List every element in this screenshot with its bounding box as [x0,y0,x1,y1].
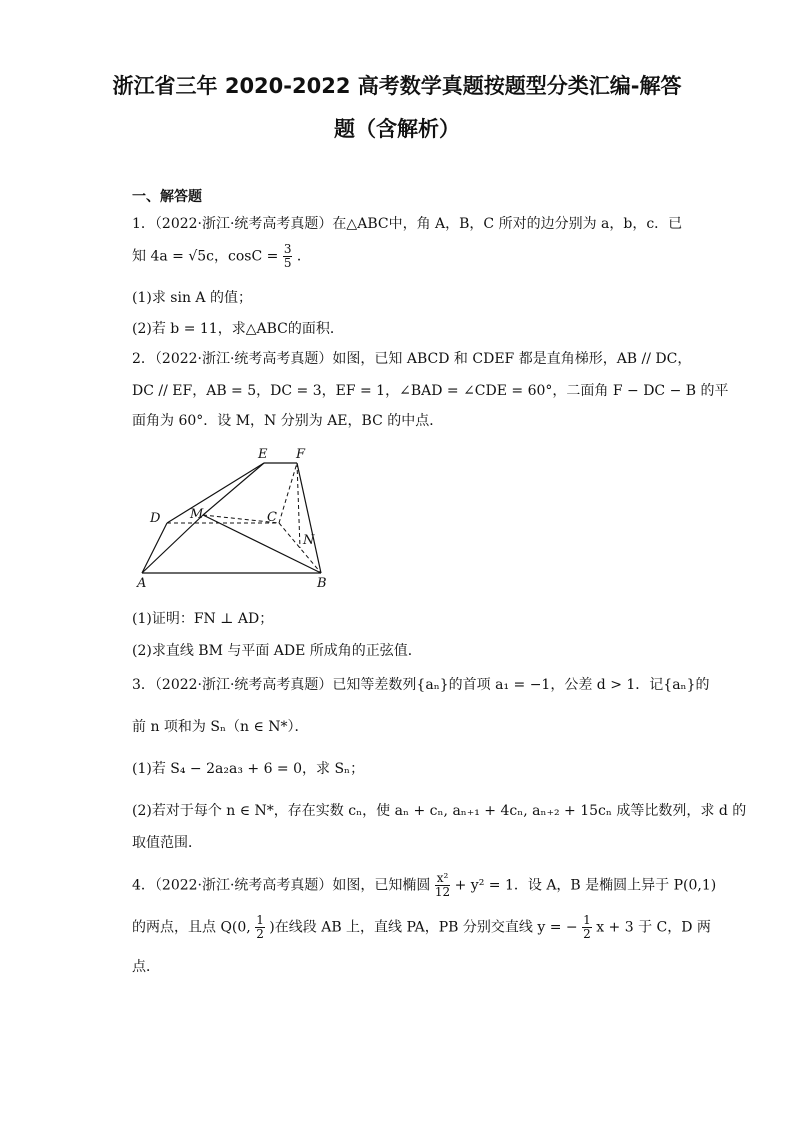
label-b: B [317,576,327,590]
q4-frac-num: x² [436,871,449,885]
q4-line1 [132,871,717,899]
q1-frac-den: 5 [283,256,292,270]
q4-line2-mid: )在线段 AB 上，直线 PA，PB 分别交直线 y = − [269,919,578,936]
q1-part1: (1)求 sin A 的值； [132,290,252,306]
q2-line1: 2．（2022·浙江·统考高考真题）如图，已知 ABCD 和 CDEF 都是直角梯形，AB // DC， [132,351,692,367]
q4-frac3-den: 2 [583,927,591,941]
label-c: C [267,510,277,525]
q4-line3: 点． [132,959,160,975]
label-a: A [137,576,147,590]
q4-frac2-den: 2 [256,927,264,941]
q4-line1-text: 4．（2022·浙江·统考高考真题）如图，已知椭圆 [132,877,431,894]
q4-frac-den: 12 [434,885,451,899]
q1-part2: (2)若 b = 11，求△ABC的面积． [132,321,344,337]
q3-line2: 前 n 项和为 Sₙ（n ∈ N*）． [132,719,309,735]
label-e: E [258,447,268,462]
edge-cf [279,463,297,523]
q4-slope-fraction [582,914,592,941]
q4-line1-end: + y² = 1．设 A，B 是椭圆上异于 P(0,1) [454,877,717,894]
label-d: D [150,511,161,526]
q1-fraction [283,243,293,270]
q2-line3: 面角为 60°．设 M，N 分别为 AE，BC 的中点． [132,413,444,429]
edge-fb [297,463,321,573]
q4-line2 [132,913,711,941]
document-title-line1: 浙江省三年 2020-2022 高考数学真题按题型分类汇编-解答 [112,74,682,98]
edge-de [167,463,264,523]
section-heading: 一、解答题 [132,189,202,205]
q4-line2-text: 的两点，且点 Q(0, [132,919,251,936]
q3-line1: 3．（2022·浙江·统考高考真题）已知等差数列{aₙ}的首项 a₁ = −1，公差 d > 1．记{aₙ}的 [132,677,710,693]
q1-frac-num: 3 [283,242,292,256]
label-f: F [296,447,306,462]
q3-part1: (1)若 S₄ − 2a₂a₃ + 6 = 0，求 Sₙ； [132,761,365,777]
document-title-line2: 题（含解析） [334,117,460,141]
q4-ellipse-fraction [435,872,450,899]
q1-line2-end: ． [296,248,311,265]
q3-part2-line2: 取值范围． [132,835,202,851]
edge-me [203,463,264,515]
q2-line2: DC // EF，AB = 5，DC = 3，EF = 1，∠BAD = ∠CDE = 60°，二面角 F − DC − B 的平 [132,383,729,399]
q3-part2-line1: (2)若对于每个 n ∈ N*，存在实数 cₙ，使 aₙ + cₙ, aₙ₊₁ + 4cₙ, aₙ₊₂ + 15cₙ 成等比数列，求 d 的 [132,803,747,819]
q1-line1: 1．（2022·浙江·统考高考真题）在△ABC中，角 A，B，C 所对的边分别为 a，b，c．已 [132,216,683,232]
q1-line2-text: 知 4a = √5c，cosC = [132,248,279,265]
q2-part2: (2)求直线 BM 与平面 ADE 所成角的正弦值． [132,643,422,659]
q4-frac2-num: 1 [256,913,264,927]
q4-frac3-num: 1 [583,913,591,927]
label-n: N [303,533,315,548]
q2-part1: (1)证明：FN ⊥ AD； [132,611,274,627]
q2-figure [130,440,340,590]
q4-line2-end: x + 3 于 C，D 两 [596,919,711,936]
q4-point-fraction [255,914,265,941]
label-m: M [190,507,204,522]
q1-line2 [132,243,672,270]
edge-ad [142,523,167,573]
